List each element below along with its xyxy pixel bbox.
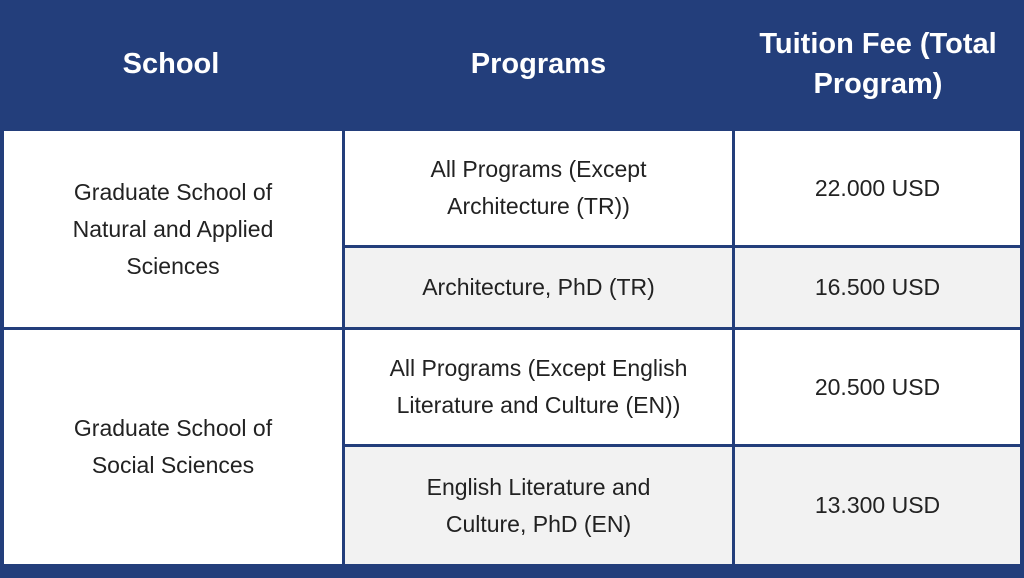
header-school: School — [0, 0, 342, 128]
header-tuition-fee: Tuition Fee (Total Program) — [735, 0, 1021, 128]
header-programs: Programs — [345, 0, 732, 128]
fee-cell: 13.300 USD — [735, 447, 1020, 564]
school-cell: Graduate School of Social Sciences — [4, 330, 342, 564]
program-cell: Architecture, PhD (TR) — [345, 248, 732, 327]
fee-cell: 22.000 USD — [735, 131, 1020, 245]
program-cell: All Programs (Except English Literature and Culture (EN)) — [345, 330, 732, 444]
fee-cell: 16.500 USD — [735, 248, 1020, 327]
fee-cell: 20.500 USD — [735, 330, 1020, 444]
school-cell: Graduate School of Natural and Applied Sciences — [4, 131, 342, 327]
program-cell: All Programs (Except Architecture (TR)) — [345, 131, 732, 245]
program-cell: English Literature and Culture, PhD (EN) — [345, 447, 732, 564]
